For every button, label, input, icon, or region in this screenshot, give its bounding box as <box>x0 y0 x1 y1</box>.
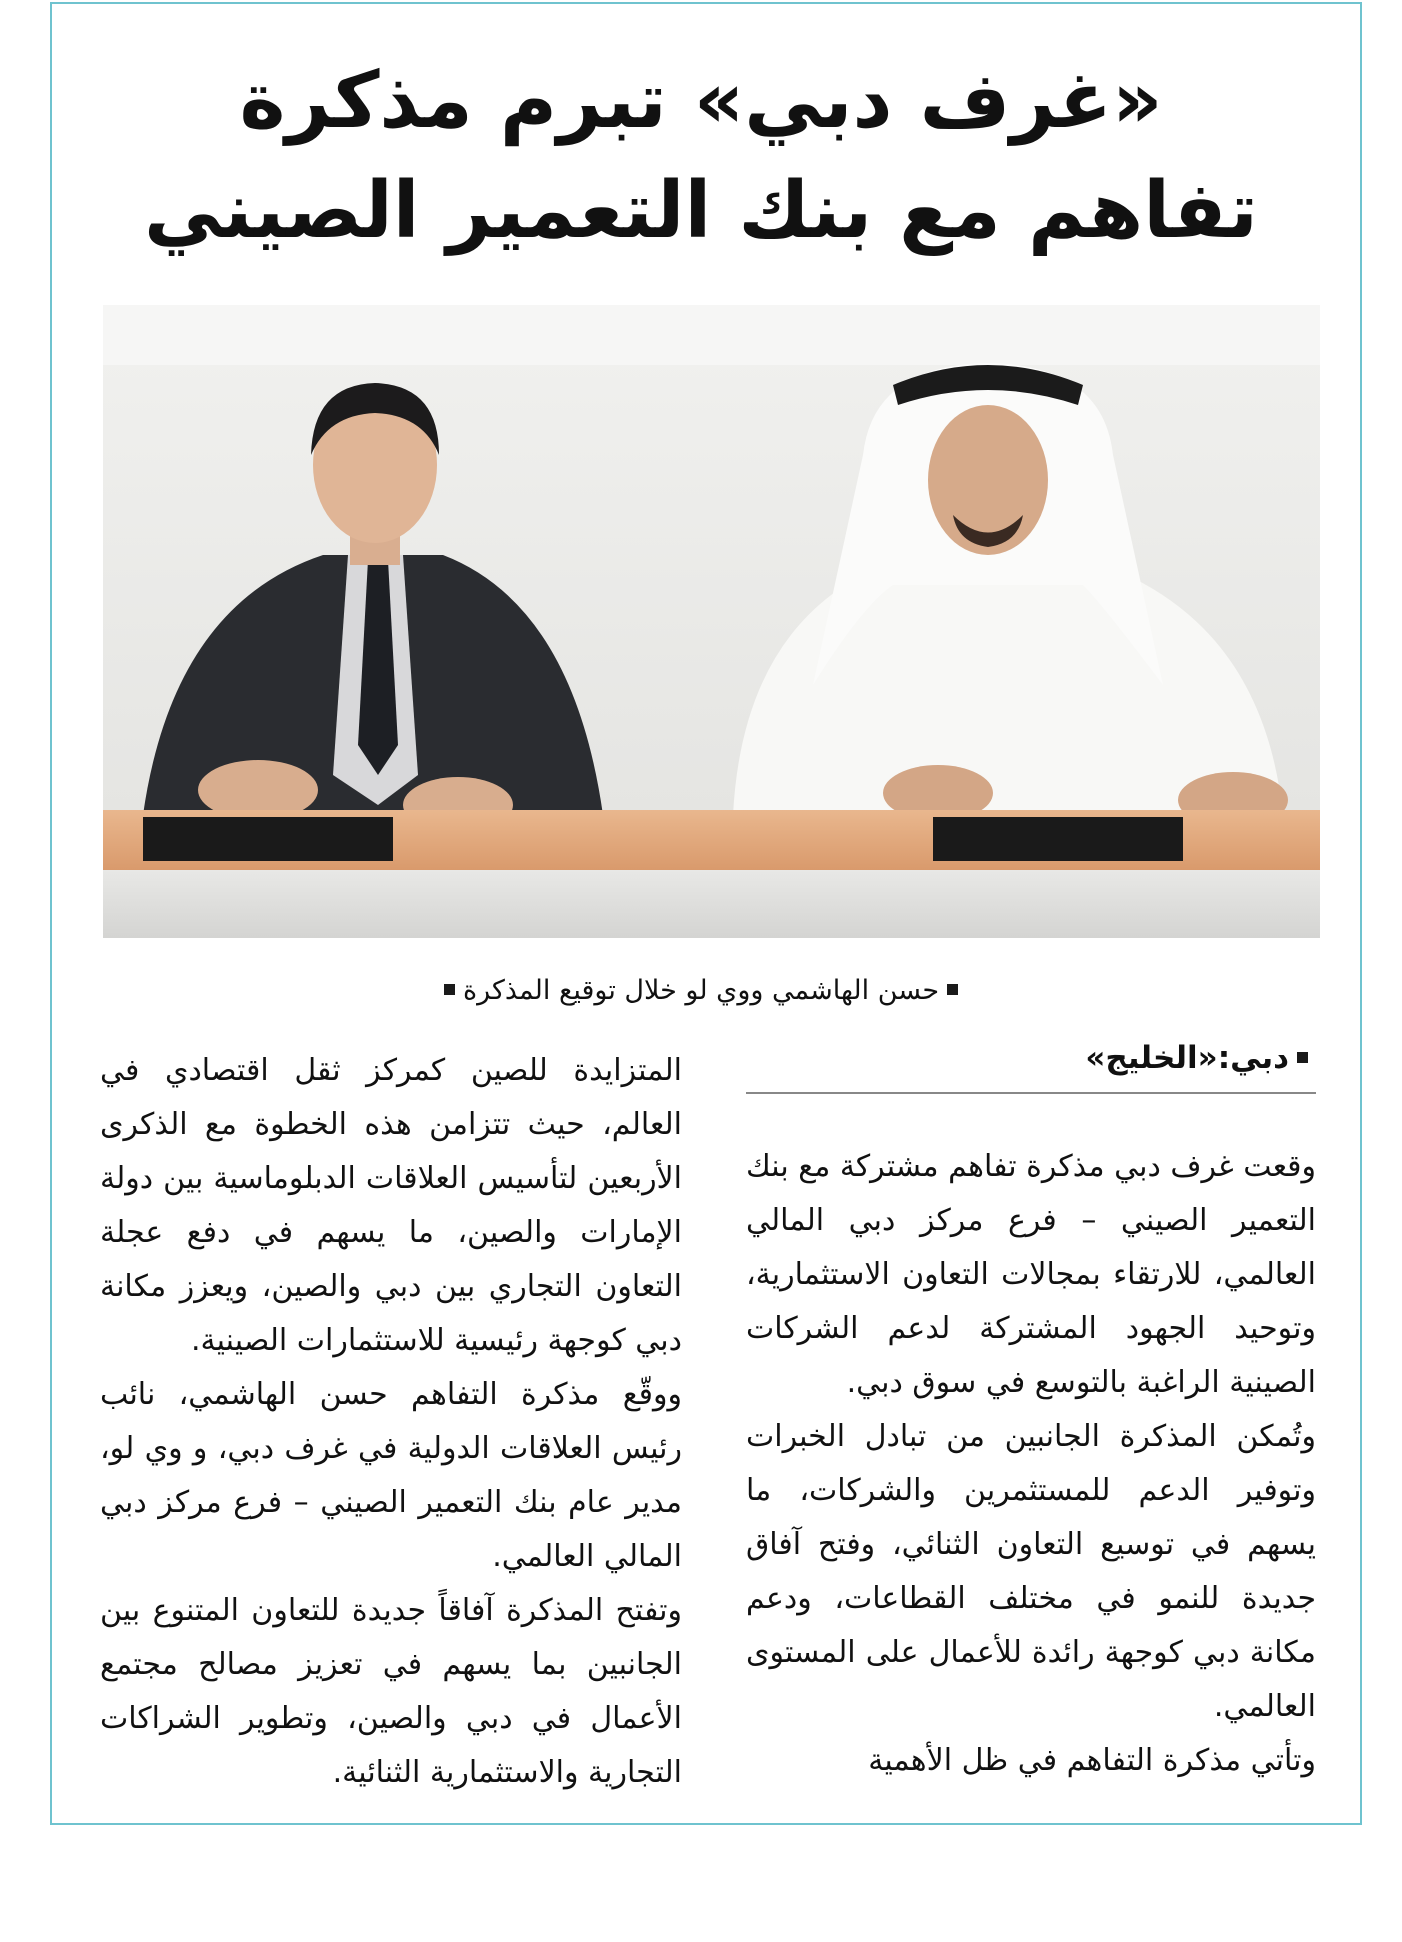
dateline-city: دبي: <box>1217 1040 1289 1076</box>
photo-caption <box>0 975 1402 1006</box>
paragraph: المتزايدة للصين كمركز ثقل اقتصادي في العالم، حيث تتزامن هذه الخطوة مع الذكرى الأربعين لتأسيس العلاقات الدبلوماسية بين دولة الإمارات والصين، ما يسهم في دفع عجلة التعاون التجاري بين دبي والصين، ويعزز مكانة دبي كوجهة رئيسية للاستثمارات الصينية. <box>100 1053 682 1358</box>
paragraph: وتأتي مذكرة التفاهم في ظل الأهمية <box>868 1743 1316 1778</box>
caption-bullet-end <box>444 984 455 995</box>
dateline-source: «الخليج» <box>1085 1040 1218 1076</box>
paragraph: وتفتح المذكرة آفاقاً جديدة للتعاون المتنوع بين الجانبين بما يسهم في تعزيز مصالح مجتمع الأعمال في دبي والصين، وتطوير الشراكات التجارية والاستثمارية الثنائية. <box>100 1593 682 1790</box>
caption-bullet-start <box>947 984 958 995</box>
paragraph: وقعت غرف دبي مذكرة تفاهم مشتركة مع بنك التعمير الصيني – فرع مركز دبي المالي العالمي، للارتقاء بمجالات التعاون الاستثمارية، وتوحيد الجهود المشتركة لدعم الشركات الصينية الراغبة بالتوسع في سوق دبي. <box>746 1149 1316 1400</box>
headline-line-2: تفاهم مع بنك التعمير الصيني <box>144 166 1258 256</box>
article-column-left <box>100 1044 682 1800</box>
paragraph: ووقّع مذكرة التفاهم حسن الهاشمي، نائب رئيس العلاقات الدولية في غرف دبي، و وي لو، مدير عام بنك التعمير الصيني – فرع مركز دبي المالي العالمي. <box>100 1377 682 1574</box>
dateline-bullet <box>1297 1052 1308 1063</box>
dateline <box>746 1040 1316 1076</box>
article-column-right <box>746 1140 1316 1788</box>
dateline-rule <box>746 1092 1316 1094</box>
signing-photo-illustration <box>103 305 1320 938</box>
paragraph: وتُمكن المذكرة الجانبين من تبادل الخبرات وتوفير الدعم للمستثمرين والشركات، ما يسهم في توسيع التعاون الثنائي، وفتح آفاق جديدة للنمو في مختلف القطاعات، ودعم مكانة دبي كوجهة رائدة للأعمال على المستوى العالمي. <box>746 1419 1316 1724</box>
headline-line-1: «غرف دبي» تبرم مذكرة <box>239 56 1163 146</box>
caption-text: حسن الهاشمي ووي لو خلال توقيع المذكرة <box>462 975 940 1006</box>
article-photo <box>103 305 1320 938</box>
